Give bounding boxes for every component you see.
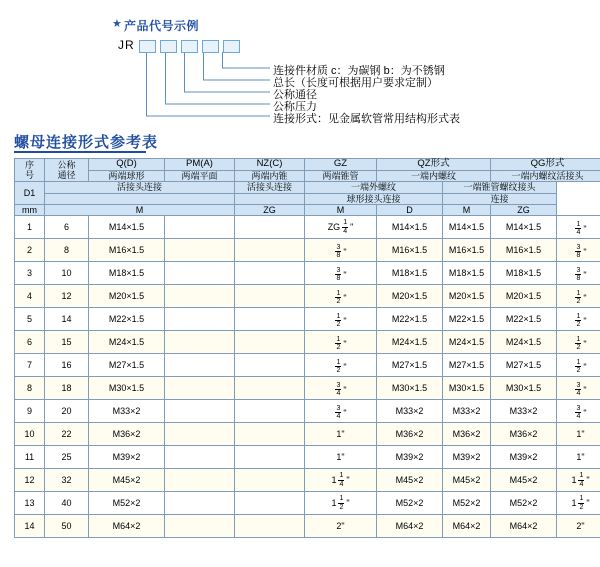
header-group-qz: QZ形式 [377, 159, 491, 171]
cell-qg-m: M64×2 [491, 515, 557, 538]
table-row [15, 239, 600, 262]
cell-qg-m: M45×2 [491, 469, 557, 492]
cell-qd: M22×1.5 [89, 308, 165, 331]
cell-qg-zg: $\frac{1}{2}$ " [557, 331, 600, 354]
cell-qd: M18×1.5 [89, 262, 165, 285]
legend-nominal-pressure: 公称压力 [273, 101, 317, 113]
cell-gz: 1 $\frac{1}{2}$ " [305, 492, 377, 515]
cell-gz: $\frac{3}{8}$ " [305, 239, 377, 262]
cell-qz-m: M52×2 [377, 492, 443, 515]
cell-qz-d: M33×2 [443, 400, 491, 423]
cell-nzc [235, 262, 305, 285]
header-unit-qz-d: D [377, 204, 443, 215]
cell-qd: M30×1.5 [89, 377, 165, 400]
cell-seq: 14 [15, 515, 45, 538]
cell-pma [165, 331, 235, 354]
cell-seq: 12 [15, 469, 45, 492]
header-dn [45, 159, 89, 182]
cell-gz: $\frac{1}{2}$ " [305, 331, 377, 354]
legend-connection-type: 连接形式：见金属软管常用结构形式表 [273, 113, 460, 125]
cell-nzc [235, 377, 305, 400]
cell-dn: 16 [45, 354, 89, 377]
header-left-connection: 活接头连接 [45, 182, 235, 193]
cell-dn: 12 [45, 285, 89, 308]
cell-qz-d: M20×1.5 [443, 285, 491, 308]
cell-nzc [235, 469, 305, 492]
cell-qg-m: M33×2 [491, 400, 557, 423]
cell-qg-m: M20×1.5 [491, 285, 557, 308]
header-seq-line1: 序 [24, 159, 34, 170]
cell-pma [165, 515, 235, 538]
cell-qz-m: M24×1.5 [377, 331, 443, 354]
cell-qz-d: M18×1.5 [443, 262, 491, 285]
header-unit-zg: ZG [235, 204, 305, 215]
cell-pma [165, 400, 235, 423]
cell-qz-d: M45×2 [443, 469, 491, 492]
cell-dn: 8 [45, 239, 89, 262]
product-code-diagram [0, 0, 600, 128]
cell-qz-m: M22×1.5 [377, 308, 443, 331]
legend-length: 总长（长度可根据用户要求定制） [273, 77, 438, 89]
cell-qz-m: M30×1.5 [377, 377, 443, 400]
cell-qd: M45×2 [89, 469, 165, 492]
header-row-5 [15, 204, 600, 215]
header-row-4 [15, 193, 600, 204]
table-row [15, 377, 600, 400]
header-blank-gz [235, 193, 305, 204]
cell-pma [165, 285, 235, 308]
cell-dn: 25 [45, 446, 89, 469]
cell-nzc [235, 423, 305, 446]
cell-nzc [235, 216, 305, 239]
cell-qz-m: M20×1.5 [377, 285, 443, 308]
title-underline [14, 151, 146, 153]
cell-qz-d: M14×1.5 [443, 216, 491, 239]
cell-qd: M52×2 [89, 492, 165, 515]
cell-qz-d: M36×2 [443, 423, 491, 446]
table-row [15, 331, 600, 354]
header-row-2 [15, 170, 600, 181]
cell-nzc [235, 308, 305, 331]
cell-qd: M39×2 [89, 446, 165, 469]
cell-qd: M33×2 [89, 400, 165, 423]
header-gz-connection: 活接头连接 [235, 182, 305, 193]
cell-qz-d: M16×1.5 [443, 239, 491, 262]
cell-dn: 32 [45, 469, 89, 492]
header-group-qd: Q(D) [89, 159, 165, 171]
cell-nzc [235, 515, 305, 538]
table-header [15, 159, 600, 216]
cell-pma [165, 354, 235, 377]
cell-nzc [235, 331, 305, 354]
legend-nominal-diameter: 公称通径 [273, 89, 317, 101]
cell-seq: 3 [15, 262, 45, 285]
cell-gz: $\frac{3}{4}$ " [305, 400, 377, 423]
header-unit-qg-zg: ZG [491, 204, 557, 215]
cell-qg-zg: $\frac{3}{8}$ " [557, 239, 600, 262]
header-sub-qz: 一端内螺纹 [377, 170, 491, 181]
cell-qz-m: M27×1.5 [377, 354, 443, 377]
header-unit-mm: mm [15, 204, 45, 215]
table-row [15, 423, 600, 446]
cell-seq: 10 [15, 423, 45, 446]
cell-qz-m: M33×2 [377, 400, 443, 423]
table-row [15, 492, 600, 515]
header-row-1 [15, 159, 600, 171]
cell-seq: 6 [15, 331, 45, 354]
cell-gz: $\frac{3}{4}$ " [305, 377, 377, 400]
header-qz-ball: 球形接头连接 [305, 193, 443, 204]
code-box-4 [202, 40, 219, 53]
header-group-pma: PM(A) [165, 159, 235, 171]
cell-seq: 7 [15, 354, 45, 377]
cell-dn: 10 [45, 262, 89, 285]
legend-material: 连接件材质 c：为碳钢 b：为不锈钢 [273, 65, 445, 77]
cell-qz-m: M16×1.5 [377, 239, 443, 262]
cell-seq: 9 [15, 400, 45, 423]
cell-dn: 50 [45, 515, 89, 538]
cell-qg-zg: $\frac{1}{4}$ " [557, 216, 600, 239]
table-body [15, 216, 600, 538]
header-dn-line2: 通径 [57, 170, 76, 181]
cell-seq: 4 [15, 285, 45, 308]
cell-dn: 22 [45, 423, 89, 446]
cell-qg-zg: $\frac{3}{4}$ " [557, 377, 600, 400]
code-box-1 [139, 40, 156, 53]
cell-qz-d: M39×2 [443, 446, 491, 469]
cell-qg-m: M14×1.5 [491, 216, 557, 239]
table-row [15, 446, 600, 469]
cell-qd: M27×1.5 [89, 354, 165, 377]
header-sub-qg: 一端内螺纹活接头 [491, 170, 600, 181]
cell-dn: 14 [45, 308, 89, 331]
cell-qd: M64×2 [89, 515, 165, 538]
header-seq-line2: 号 [24, 170, 34, 181]
cell-gz: 1 $\frac{1}{4}$ " [305, 469, 377, 492]
cell-qg-m: M39×2 [491, 446, 557, 469]
header-sub-qd: 两端球形 [89, 170, 165, 181]
cell-qg-zg: $\frac{3}{8}$ " [557, 262, 600, 285]
cell-gz: 1" [305, 446, 377, 469]
cell-qz-m: M45×2 [377, 469, 443, 492]
table-row [15, 285, 600, 308]
header-d1: D1 [15, 182, 45, 205]
cell-qz-d: M27×1.5 [443, 354, 491, 377]
cell-qg-zg: 1" [557, 423, 600, 446]
cell-qg-m: M30×1.5 [491, 377, 557, 400]
cell-qz-d: M30×1.5 [443, 377, 491, 400]
cell-qg-m: M27×1.5 [491, 354, 557, 377]
cell-gz: $\frac{1}{2}$ " [305, 285, 377, 308]
cell-qd: M16×1.5 [89, 239, 165, 262]
cell-gz: $\frac{1}{2}$ " [305, 308, 377, 331]
cell-qz-d: M24×1.5 [443, 331, 491, 354]
cell-gz: 1" [305, 423, 377, 446]
cell-qz-d: M22×1.5 [443, 308, 491, 331]
cell-pma [165, 262, 235, 285]
cell-qz-d: M52×2 [443, 492, 491, 515]
cell-qg-zg: $\frac{1}{2}$ " [557, 308, 600, 331]
cell-nzc [235, 354, 305, 377]
cell-qd: M24×1.5 [89, 331, 165, 354]
cell-dn: 18 [45, 377, 89, 400]
header-qz-thread: 一端外螺纹 [305, 182, 443, 193]
nut-connection-table [14, 158, 600, 538]
cell-gz: ZG $\frac{1}{4}$ " [305, 216, 377, 239]
cell-qz-m: M18×1.5 [377, 262, 443, 285]
cell-seq: 5 [15, 308, 45, 331]
table-row [15, 515, 600, 538]
cell-qg-zg: $\frac{1}{2}$ " [557, 285, 600, 308]
cell-gz: $\frac{1}{2}$ " [305, 354, 377, 377]
table-row [15, 308, 600, 331]
table-row [15, 354, 600, 377]
cell-seq: 1 [15, 216, 45, 239]
cell-pma [165, 446, 235, 469]
cell-nzc [235, 446, 305, 469]
cell-qg-m: M22×1.5 [491, 308, 557, 331]
table-row [15, 216, 600, 239]
cell-pma [165, 216, 235, 239]
cell-seq: 8 [15, 377, 45, 400]
table-title: 螺母连接形式参考表 [14, 134, 159, 151]
cell-qd: M20×1.5 [89, 285, 165, 308]
header-unit-qz-m: M [305, 204, 377, 215]
header-seq [15, 159, 45, 182]
cell-qg-zg: 1 $\frac{1}{2}$ " [557, 492, 600, 515]
code-box-2 [160, 40, 177, 53]
cell-pma [165, 239, 235, 262]
header-unit-m: M [45, 204, 235, 215]
cell-qg-zg: 1 $\frac{1}{4}$ " [557, 469, 600, 492]
cell-gz: $\frac{3}{8}$ " [305, 262, 377, 285]
cell-qg-zg: 2" [557, 515, 600, 538]
cell-qz-m: M39×2 [377, 446, 443, 469]
header-qg-connect: 连接 [443, 193, 557, 204]
code-box-row [139, 40, 240, 53]
cell-qg-zg: 1" [557, 446, 600, 469]
cell-dn: 20 [45, 400, 89, 423]
header-group-nzc: NZ(C) [235, 159, 305, 171]
cell-nzc [235, 492, 305, 515]
cell-qd: M36×2 [89, 423, 165, 446]
table-row [15, 469, 600, 492]
cell-pma [165, 492, 235, 515]
diagram-title: 产品代号示例 [124, 19, 200, 33]
cell-nzc [235, 285, 305, 308]
cell-qg-zg: $\frac{3}{4}$ " [557, 400, 600, 423]
header-group-qg: QG形式 [491, 159, 600, 171]
cell-pma [165, 308, 235, 331]
header-blank-left [45, 193, 235, 204]
code-box-5 [223, 40, 240, 53]
cell-qz-m: M14×1.5 [377, 216, 443, 239]
cell-seq: 2 [15, 239, 45, 262]
cell-gz: 2" [305, 515, 377, 538]
cell-qz-m: M64×2 [377, 515, 443, 538]
header-sub-gz: 两端锥管 [305, 170, 377, 181]
cell-qg-m: M18×1.5 [491, 262, 557, 285]
cell-qd: M14×1.5 [89, 216, 165, 239]
cell-pma [165, 423, 235, 446]
cell-pma [165, 469, 235, 492]
cell-qz-d: M64×2 [443, 515, 491, 538]
cell-dn: 6 [45, 216, 89, 239]
cell-nzc [235, 400, 305, 423]
header-qg-thread: 一端锥管螺纹接头 [443, 182, 557, 193]
header-row-3 [15, 182, 600, 193]
cell-dn: 15 [45, 331, 89, 354]
product-prefix: JR [118, 38, 135, 52]
table-row [15, 400, 600, 423]
header-sub-pma: 两端平面 [165, 170, 235, 181]
cell-qg-m: M52×2 [491, 492, 557, 515]
header-unit-qg-m: M [443, 204, 491, 215]
cell-qz-m: M36×2 [377, 423, 443, 446]
cell-seq: 11 [15, 446, 45, 469]
cell-nzc [235, 239, 305, 262]
cell-qg-m: M16×1.5 [491, 239, 557, 262]
table-row [15, 262, 600, 285]
cell-dn: 40 [45, 492, 89, 515]
cell-pma [165, 377, 235, 400]
cell-qg-zg: $\frac{1}{2}$ " [557, 354, 600, 377]
cell-seq: 13 [15, 492, 45, 515]
header-dn-line1: 公称 [57, 159, 76, 170]
star-icon: ★ [112, 18, 122, 30]
code-box-3 [181, 40, 198, 53]
header-sub-nzc: 两端内锥 [235, 170, 305, 181]
header-group-gz: GZ [305, 159, 377, 171]
cell-qg-m: M36×2 [491, 423, 557, 446]
cell-qg-m: M24×1.5 [491, 331, 557, 354]
